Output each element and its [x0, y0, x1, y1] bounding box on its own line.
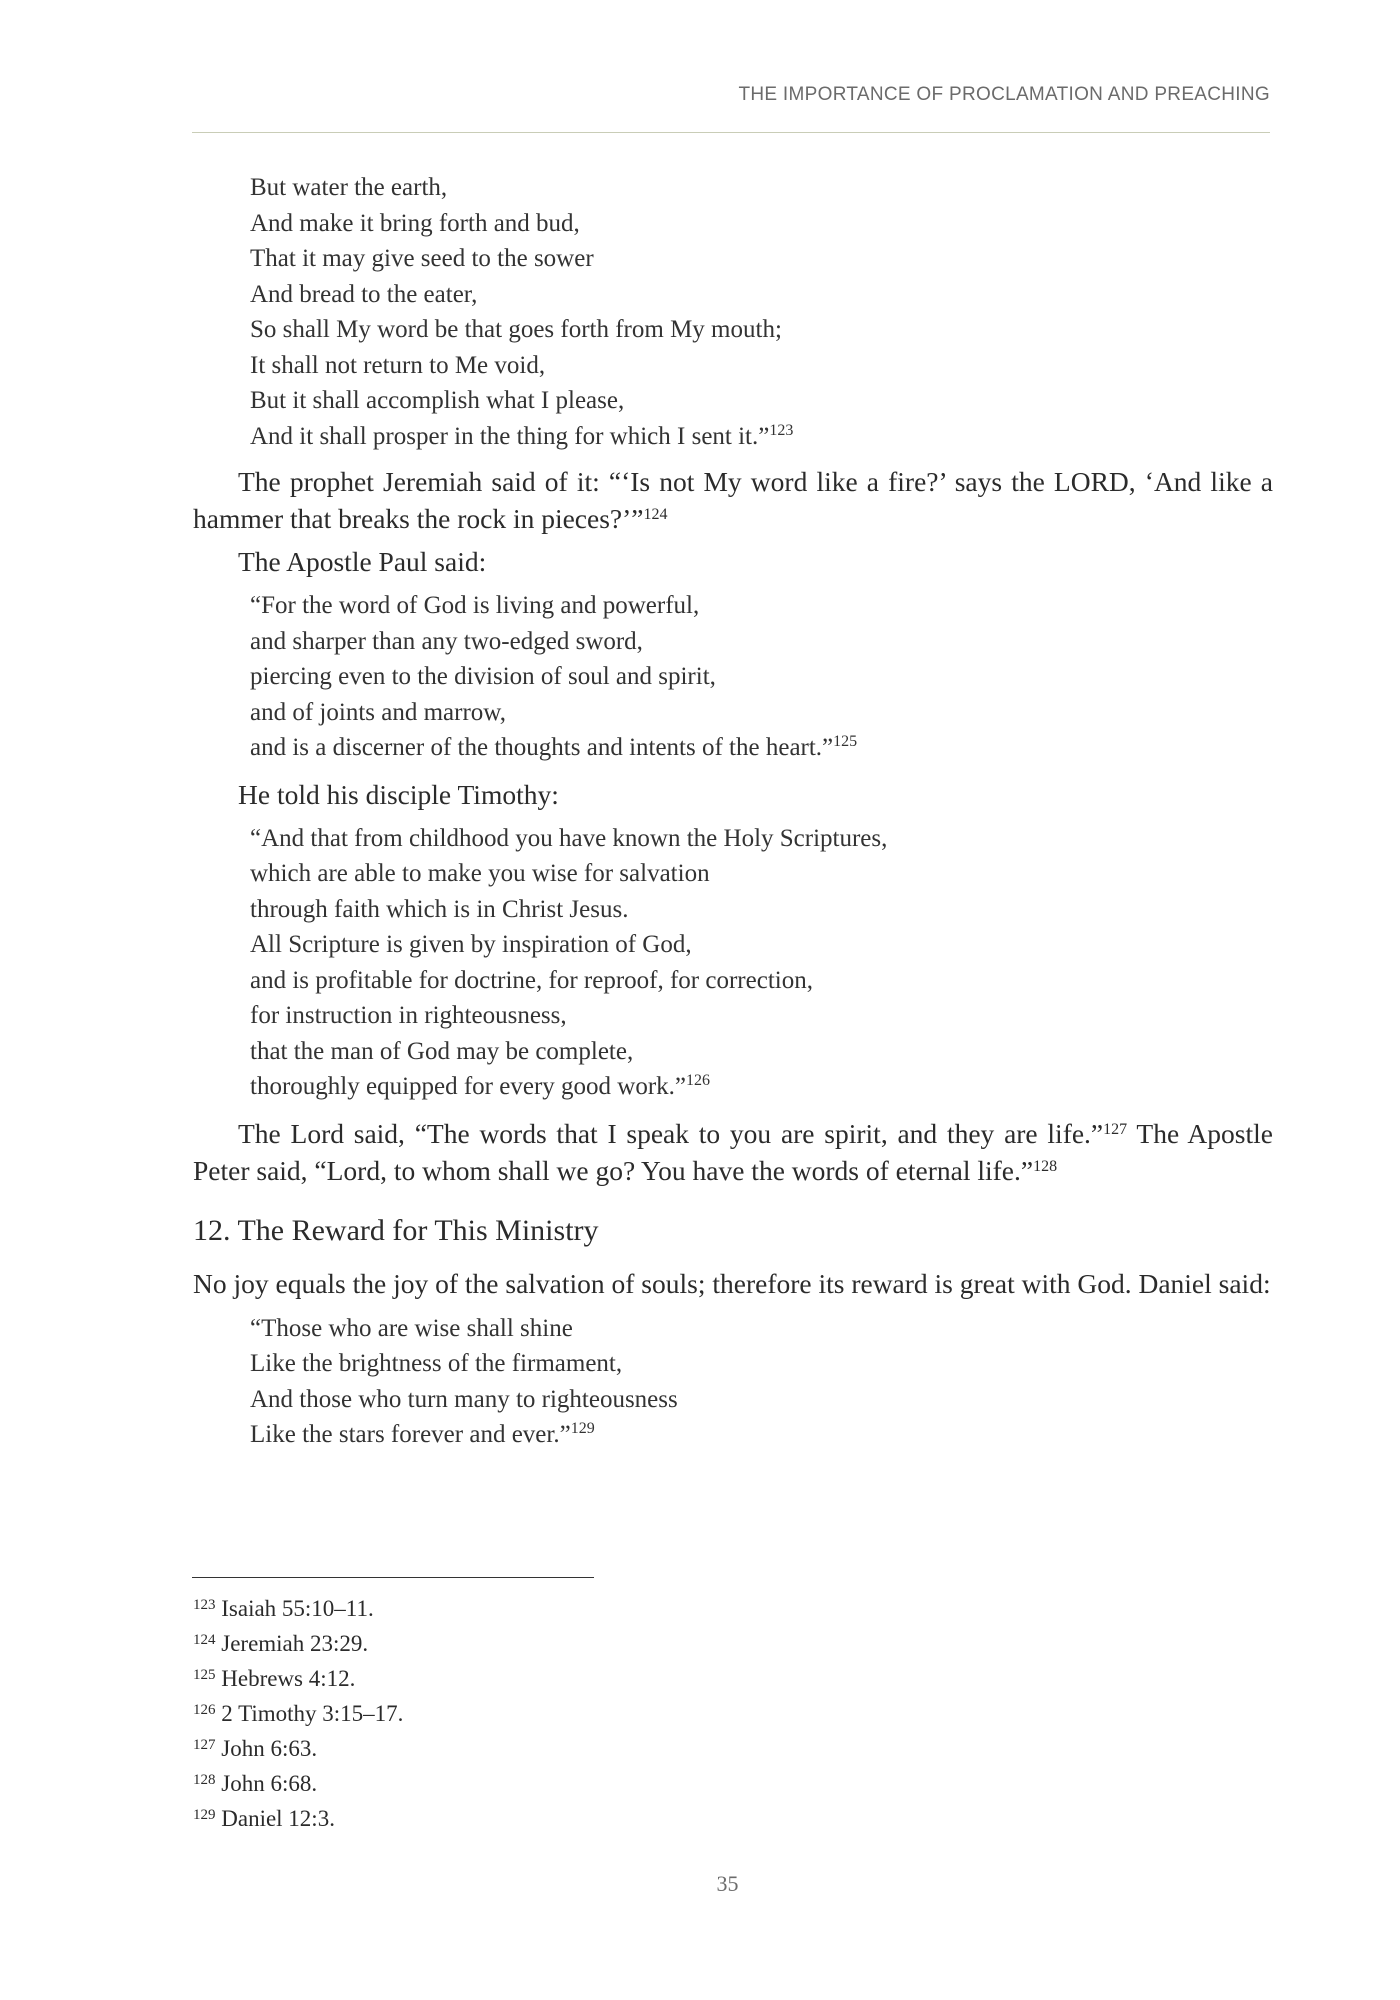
verse-line: that the man of God may be complete,: [250, 1037, 634, 1065]
paragraph-timothy: He told his disciple Timothy:: [238, 778, 559, 810]
page-number: 35: [716, 1871, 739, 1896]
footnote-text: John 6:63.: [215, 1736, 318, 1761]
footnote-number: 128: [193, 1772, 216, 1788]
footnote-number: 123: [193, 1597, 216, 1613]
footnote-text: John 6:68.: [215, 1771, 318, 1796]
verse-block-hebrews: [193, 588, 1273, 766]
footnote-ref: 126: [686, 1072, 710, 1089]
footnote-text: Isaiah 55:10–11.: [215, 1596, 374, 1621]
verse-block-isaiah: [193, 170, 1273, 454]
verse-line: [250, 730, 1273, 766]
verse-line: for instruction in righteousness,: [250, 1002, 567, 1029]
header-divider: [192, 132, 1270, 133]
footnote-item: [193, 1801, 403, 1836]
paragraph-text: The Apostle Peter said, “Lord, to whom shall we go? You have the words of eternal life.”: [193, 1117, 1273, 1186]
verse-line-text: And it shall prosper in the thing for which I sent it.”: [250, 422, 770, 450]
verse-line: So shall My word be that goes forth from My mouth;: [250, 316, 782, 343]
running-header: THE IMPORTANCE OF PROCLAMATION AND PREACHING: [738, 84, 1270, 105]
footnote-item: [193, 1696, 403, 1731]
footnote-text: Daniel 12:3.: [215, 1806, 335, 1831]
footnote-item: [193, 1766, 403, 1801]
verse-line: It shall not return to Me void,: [250, 351, 546, 379]
verse-line: But water the earth,: [250, 174, 448, 201]
section-heading: 12. The Reward for This Ministry: [193, 1213, 599, 1247]
footnote-divider: [192, 1577, 594, 1578]
verse-line: “Those who are wise shall shine: [250, 1314, 573, 1342]
footnote-ref: 129: [570, 1420, 595, 1437]
verse-line: [250, 1069, 1273, 1105]
verse-line: Like the brightness of the firmament,: [250, 1350, 623, 1377]
footnote-text: 2 Timothy 3:15–17.: [215, 1701, 404, 1726]
footnote-text: Jeremiah 23:29.: [215, 1631, 369, 1656]
verse-line: piercing even to the division of soul and spirit,: [250, 663, 716, 690]
verse-line: and sharper than any two-edged sword,: [250, 627, 643, 655]
paragraph-text: The prophet Jeremiah said of it: “‘Is not My word like a fire?’ says the LORD, ‘And like a hammer that breaks the rock in pieces?’”: [193, 466, 1273, 534]
verse-line: and of joints and marrow,: [250, 698, 506, 726]
verse-line-text: and is a discerner of the thoughts and intents of the heart.”: [250, 734, 834, 761]
footnote-item: [193, 1626, 403, 1661]
page-body: [193, 170, 1273, 1453]
verse-line: “And that from childhood you have known the Holy Scriptures,: [250, 824, 888, 852]
footnote-ref: 127: [1103, 1120, 1128, 1138]
footnote-number: 129: [193, 1807, 216, 1823]
verse-line: [250, 419, 1273, 455]
verse-line: [250, 1417, 1273, 1453]
footnote-ref: 125: [833, 733, 858, 750]
verse-line: But it shall accomplish what I please,: [250, 387, 625, 414]
verse-line: And bread to the eater,: [250, 280, 478, 308]
footnote-text: Hebrews 4:12.: [215, 1666, 356, 1691]
verse-line: All Scripture is given by inspiration of God,: [250, 931, 692, 958]
verse-line: And make it bring forth and bud,: [250, 209, 580, 237]
paragraph-lord-and-peter: [193, 1115, 1273, 1189]
footnote-number: 124: [193, 1632, 216, 1648]
verse-line-text: Like the stars forever and ever.”: [250, 1421, 571, 1448]
footnote-item: [193, 1661, 403, 1696]
footnote-number: 125: [193, 1667, 216, 1683]
verse-block-timothy: [193, 821, 1273, 1105]
footnote-ref: 128: [1033, 1157, 1058, 1175]
verse-line: through faith which is in Christ Jesus.: [250, 895, 629, 923]
footnote-number: 126: [193, 1702, 216, 1718]
verse-line: which are able to make you wise for salvation: [250, 860, 710, 887]
paragraph-paul: The Apostle Paul said:: [238, 546, 487, 577]
paragraph-daniel: No joy equals the joy of the salvation of souls; therefore its reward is great with God. Daniel said:: [193, 1267, 1271, 1299]
footnote-ref: 124: [643, 506, 668, 523]
verse-line-text: thoroughly equipped for every good work.”: [250, 1073, 686, 1100]
verse-line: and is profitable for doctrine, for reproof, for correction,: [250, 966, 813, 994]
paragraph-text: The Lord said, “The words that I speak to you are spirit, and they are life.”: [238, 1117, 1104, 1149]
verse-line: That it may give seed to the sower: [250, 245, 594, 272]
footnotes: [193, 1591, 403, 1836]
footnote-item: [193, 1731, 403, 1766]
verse-block-daniel: [193, 1311, 1273, 1453]
paragraph-jeremiah: [193, 463, 1273, 537]
verse-line: And those who turn many to righteousness: [250, 1385, 678, 1413]
footnote-number: 127: [193, 1737, 216, 1753]
footnote-item: [193, 1591, 403, 1626]
verse-line: “For the word of God is living and powerful,: [250, 592, 700, 619]
footnote-ref: 123: [769, 421, 794, 439]
